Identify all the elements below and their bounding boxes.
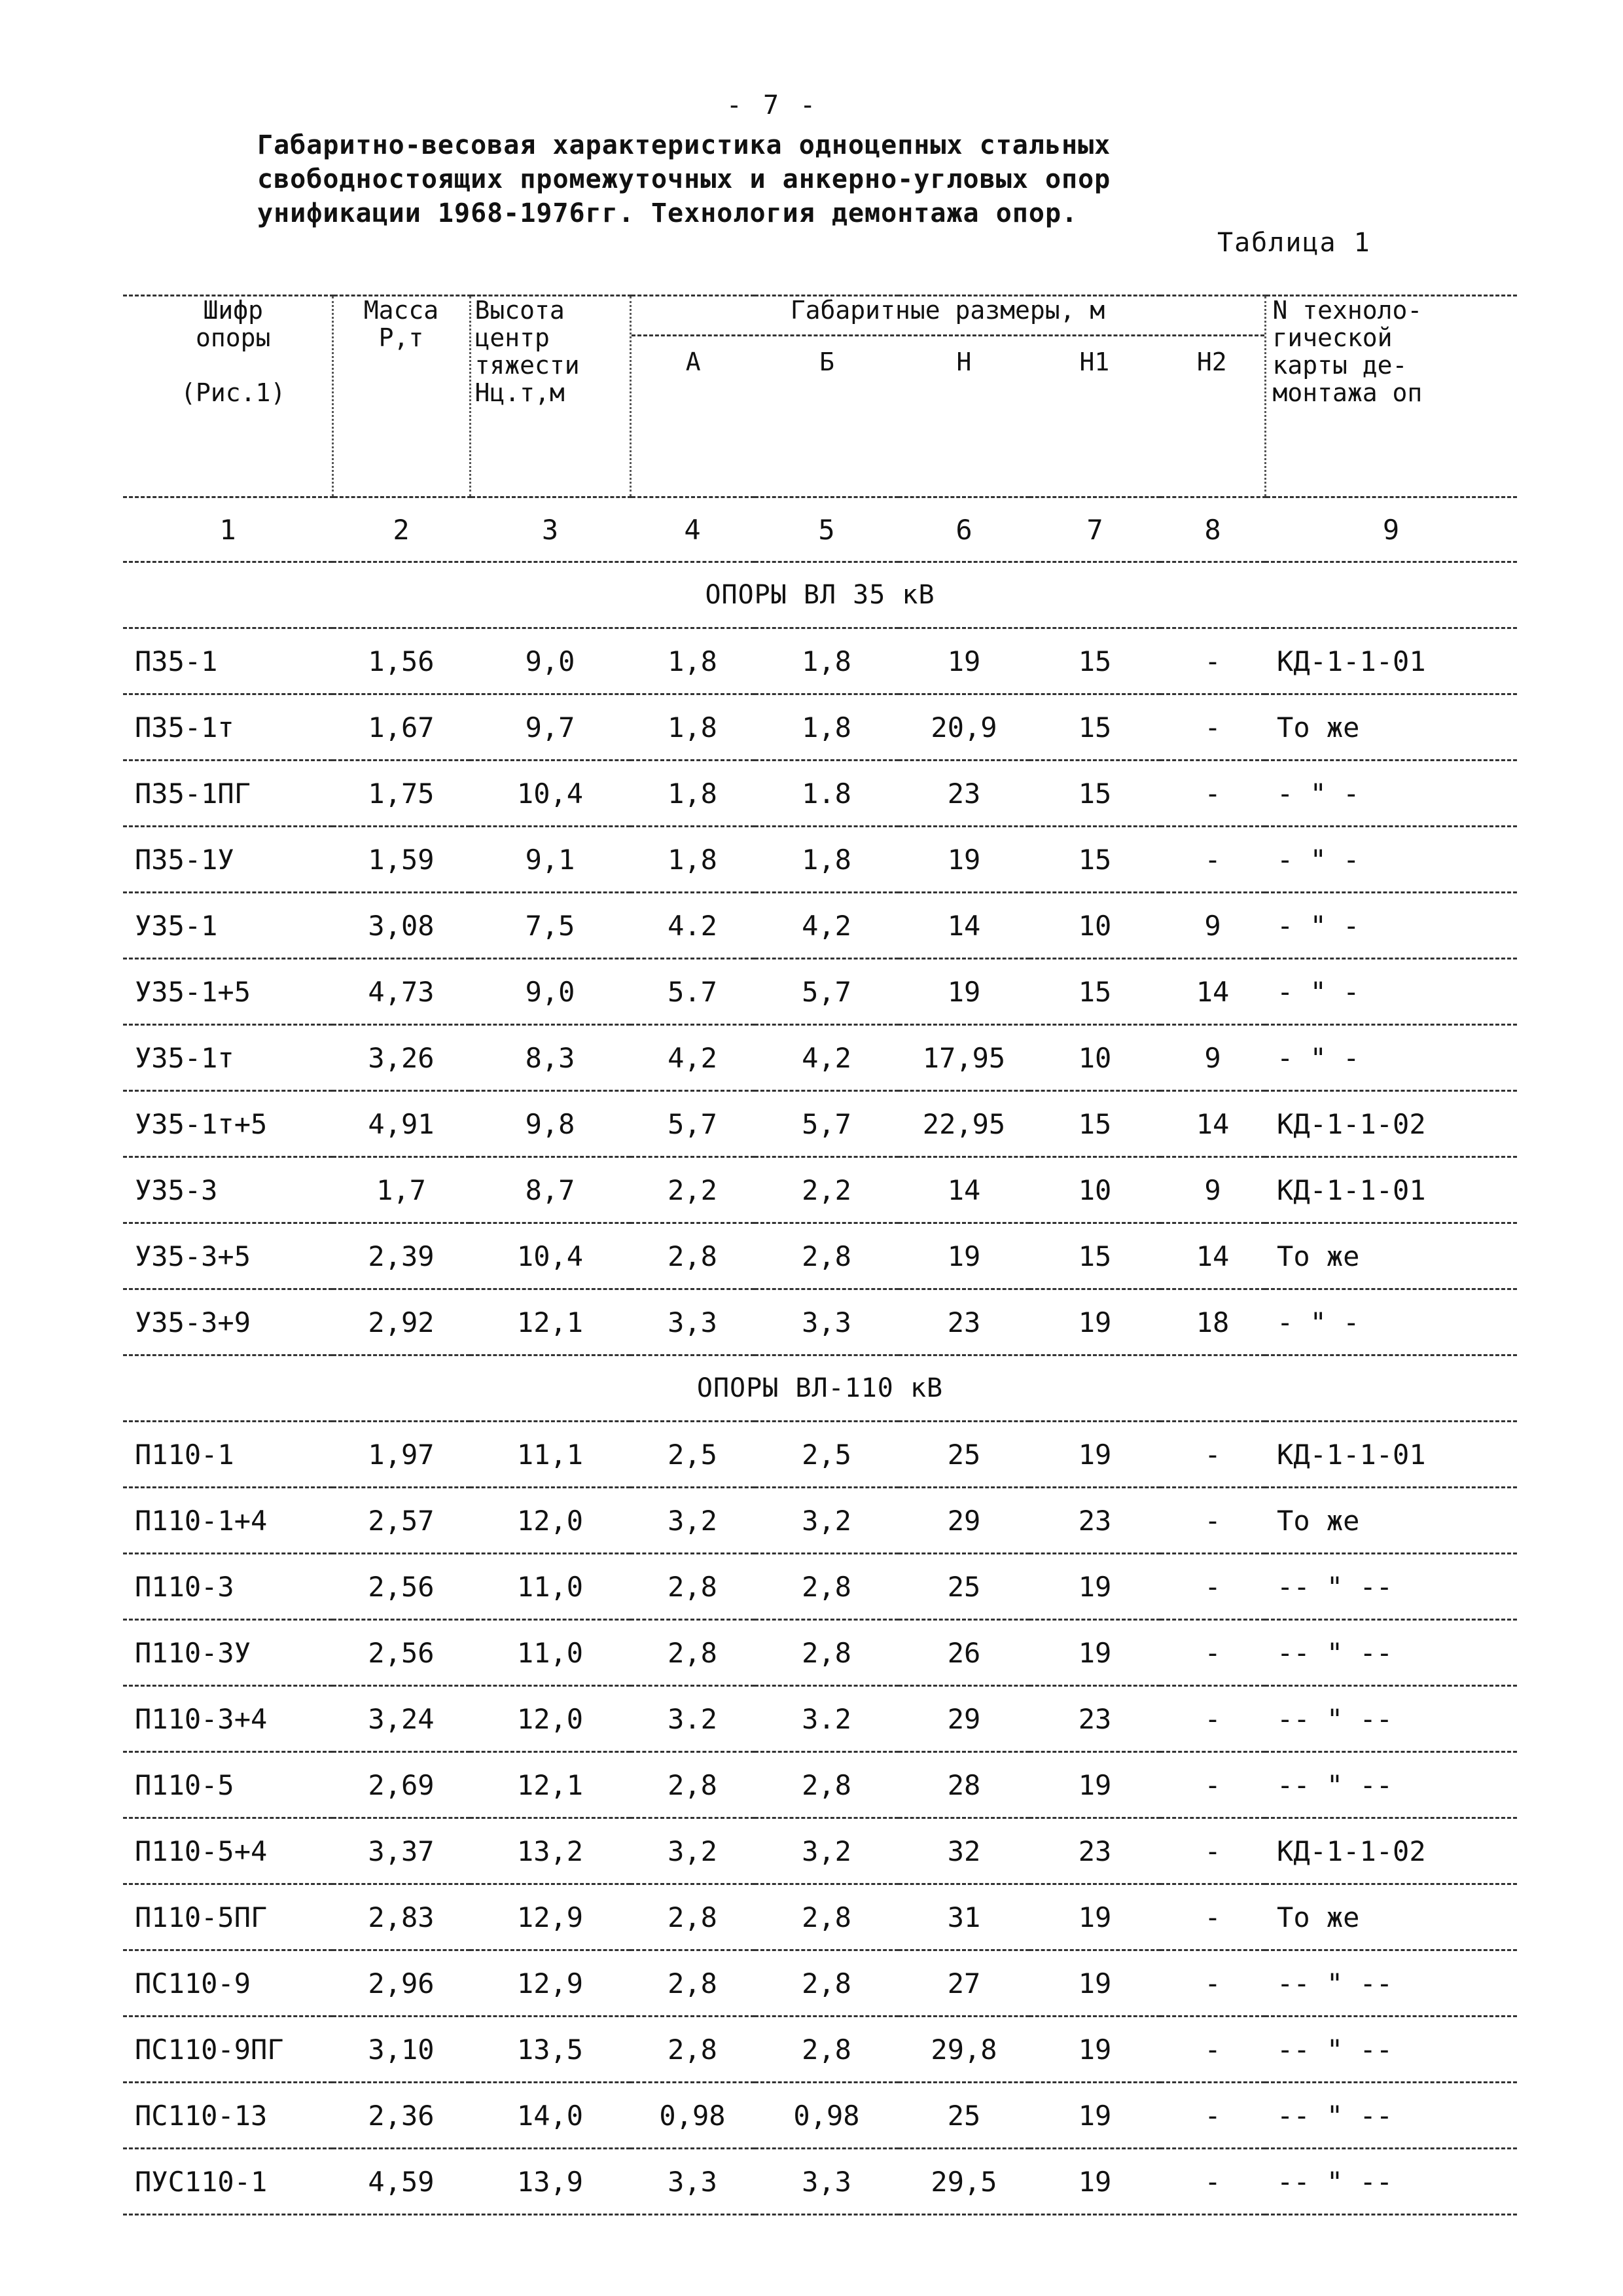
tech-map-cell: То же [1265,1884,1517,1950]
dim-h2-cell: - [1160,694,1265,761]
table-row [123,1488,1517,1554]
support-code-cell: У35-3+5 [123,1223,332,1289]
tech-map-cell: То же [1265,694,1517,761]
mass-cell: 4,73 [332,959,470,1025]
tech-map-cell: То же [1265,1488,1517,1554]
dim-a-cell: 1,8 [630,628,755,694]
dim-a-cell: 2,8 [630,1554,755,1620]
support-code-cell: У35-3 [123,1157,332,1223]
center-height-cell: 13,2 [470,1818,630,1884]
center-height-cell: 9,7 [470,694,630,761]
table-caption: Таблица 1 [1217,228,1371,258]
dim-h-cell: 29,8 [899,2017,1029,2083]
tech-map-cell: -- " -- [1265,1554,1517,1620]
dim-b-cell: 4,2 [755,893,899,959]
center-height-cell: 11,0 [470,1554,630,1620]
dim-h-cell: 22,95 [899,1091,1029,1157]
dim-a-cell: 5,7 [630,1091,755,1157]
support-code-cell: П110-5ПГ [123,1884,332,1950]
support-code-cell: П110-1 [123,1422,332,1488]
support-code-cell: У35-1 [123,893,332,959]
page-number: - 7 - [726,90,819,120]
mass-cell: 2,36 [332,2083,470,2149]
dim-h2-cell: 14 [1160,1223,1265,1289]
dim-h2-cell: - [1160,628,1265,694]
table-row [123,1752,1517,1818]
support-code-cell: П35-1У [123,827,332,893]
mass-cell: 1,97 [332,1422,470,1488]
support-code-cell: У35-3+9 [123,1289,332,1355]
dim-h2-cell: - [1160,2083,1265,2149]
tech-map-cell: КД-1-1-02 [1265,1818,1517,1884]
dim-h2-cell: - [1160,2149,1265,2215]
dim-h-cell: 19 [899,1223,1029,1289]
dim-b-cell: 1,8 [755,827,899,893]
center-height-cell: 12,0 [470,1686,630,1752]
mass-cell: 2,96 [332,1950,470,2017]
table-row [123,1289,1517,1355]
dim-h1-cell: 19 [1029,2149,1160,2215]
dim-h2-cell: - [1160,2017,1265,2083]
dim-h2-cell: - [1160,1422,1265,1488]
mass-cell: 1,75 [332,761,470,827]
column-number: 3 [470,497,630,562]
center-height-cell: 9,0 [470,628,630,694]
dim-h1-cell: 15 [1029,1091,1160,1157]
dim-b-cell: 2,8 [755,2017,899,2083]
section-row [123,562,1517,628]
tech-map-cell: КД-1-1-01 [1265,1422,1517,1488]
dim-h1-cell: 15 [1029,694,1160,761]
header-center-height: Высота центр тяжести Нц.т,м [470,296,630,497]
dim-b-cell: 2,8 [755,1223,899,1289]
center-height-cell: 7,5 [470,893,630,959]
document-title [257,128,1435,230]
tech-map-cell: КД-1-1-01 [1265,1157,1517,1223]
support-code-cell: У35-1т [123,1025,332,1091]
dim-h2-cell: 14 [1160,959,1265,1025]
dim-h1-cell: 15 [1029,1223,1160,1289]
dim-a-cell: 4,2 [630,1025,755,1091]
mass-cell: 3,10 [332,2017,470,2083]
dim-h-cell: 14 [899,893,1029,959]
center-height-cell: 12,1 [470,1752,630,1818]
dim-h1-cell: 19 [1029,1554,1160,1620]
dim-a-cell: 2,8 [630,1223,755,1289]
center-height-cell: 12,9 [470,1884,630,1950]
dim-h2-cell: - [1160,1554,1265,1620]
dim-h1-cell: 10 [1029,1025,1160,1091]
dim-h-cell: 17,95 [899,1025,1029,1091]
dim-a-cell: 1,8 [630,694,755,761]
column-number: 8 [1160,497,1265,562]
center-height-cell: 9,8 [470,1091,630,1157]
dim-b-cell: 3.2 [755,1686,899,1752]
header-a: А [685,348,701,376]
support-code-cell: П110-3+4 [123,1686,332,1752]
mass-cell: 1,56 [332,628,470,694]
section-title: ОПОРЫ ВЛ 35 кВ [123,562,1517,628]
dim-a-cell: 2,8 [630,2017,755,2083]
dim-h2-cell: - [1160,1752,1265,1818]
mass-cell: 4,59 [332,2149,470,2215]
dim-h-cell: 19 [899,628,1029,694]
tech-map-cell: - " - [1265,959,1517,1025]
center-height-cell: 13,5 [470,2017,630,2083]
dim-a-cell: 2,8 [630,1752,755,1818]
center-height-cell: 11,0 [470,1620,630,1686]
table-row [123,1157,1517,1223]
dim-h-cell: 23 [899,761,1029,827]
dim-h-cell: 20,9 [899,694,1029,761]
support-code-cell: П35-1 [123,628,332,694]
support-code-cell: П110-3 [123,1554,332,1620]
header-map-number: N техноло- гической карты де- монтажа оп [1265,296,1517,497]
dim-a-cell: 0,98 [630,2083,755,2149]
table-row [123,694,1517,761]
tech-map-cell: - " - [1265,827,1517,893]
table-row [123,827,1517,893]
header-dimensions [630,296,1265,497]
dim-h1-cell: 19 [1029,1620,1160,1686]
center-height-cell: 12,9 [470,1950,630,2017]
dim-b-cell: 5,7 [755,959,899,1025]
support-code-cell: ПС110-9 [123,1950,332,2017]
tech-map-cell: -- " -- [1265,1686,1517,1752]
support-code-cell: ПС110-13 [123,2083,332,2149]
dim-h1-cell: 19 [1029,1422,1160,1488]
dim-b-cell: 3,3 [755,1289,899,1355]
dim-a-cell: 1,8 [630,761,755,827]
dim-b-cell: 2,2 [755,1157,899,1223]
support-code-cell: ПС110-9ПГ [123,2017,332,2083]
dim-h2-cell: 18 [1160,1289,1265,1355]
center-height-cell: 13,9 [470,2149,630,2215]
dim-h2-cell: 9 [1160,893,1265,959]
tech-map-cell: - " - [1265,1289,1517,1355]
dim-h2-cell: - [1160,1488,1265,1554]
dim-h-cell: 14 [899,1157,1029,1223]
dim-h2-cell: 9 [1160,1157,1265,1223]
table-row [123,1686,1517,1752]
mass-cell: 3,24 [332,1686,470,1752]
mass-cell: 3,08 [332,893,470,959]
center-height-cell: 9,0 [470,959,630,1025]
dim-h-cell: 28 [899,1752,1029,1818]
column-number-row [123,497,1517,562]
mass-cell: 3,26 [332,1025,470,1091]
dim-b-cell: 2,8 [755,1554,899,1620]
center-height-cell: 8,3 [470,1025,630,1091]
dim-a-cell: 2,8 [630,1884,755,1950]
dim-h1-cell: 19 [1029,2083,1160,2149]
tech-map-cell: -- " -- [1265,2083,1517,2149]
dim-h1-cell: 10 [1029,1157,1160,1223]
dim-h-cell: 26 [899,1620,1029,1686]
dim-h2-cell: - [1160,827,1265,893]
dim-a-cell: 3.2 [630,1686,755,1752]
dim-b-cell: 1.8 [755,761,899,827]
dim-h2-cell: - [1160,1818,1265,1884]
dim-h-cell: 23 [899,1289,1029,1355]
table-row [123,1422,1517,1488]
support-code-cell: П110-3У [123,1620,332,1686]
dim-h2-cell: - [1160,1620,1265,1686]
dim-h1-cell: 15 [1029,761,1160,827]
header-b: Б [819,348,835,376]
dim-b-cell: 1,8 [755,628,899,694]
tech-map-cell: -- " -- [1265,1752,1517,1818]
dim-b-cell: 2,8 [755,1752,899,1818]
dim-a-cell: 5.7 [630,959,755,1025]
table-row [123,1620,1517,1686]
center-height-cell: 14,0 [470,2083,630,2149]
column-number: 7 [1029,497,1160,562]
dim-h1-cell: 19 [1029,1752,1160,1818]
column-number: 9 [1265,497,1517,562]
table-row [123,1884,1517,1950]
header-h: Н [956,348,972,376]
dim-b-cell: 3,2 [755,1818,899,1884]
table-row [123,1223,1517,1289]
dim-a-cell: 2,8 [630,1950,755,2017]
dim-h2-cell: - [1160,1884,1265,1950]
center-height-cell: 10,4 [470,761,630,827]
mass-cell: 1,67 [332,694,470,761]
center-height-cell: 11,1 [470,1422,630,1488]
dim-h1-cell: 10 [1029,893,1160,959]
dim-h1-cell: 19 [1029,2017,1160,2083]
dim-h1-cell: 23 [1029,1686,1160,1752]
table-row [123,1818,1517,1884]
dim-h-cell: 27 [899,1950,1029,2017]
dim-a-cell: 3,3 [630,2149,755,2215]
column-number: 6 [899,497,1029,562]
mass-cell: 2,83 [332,1884,470,1950]
header-h1: Н1 [1079,348,1110,376]
dim-b-cell: 2,8 [755,1950,899,2017]
support-code-cell: П110-5 [123,1752,332,1818]
table-row [123,628,1517,694]
column-number: 1 [123,497,332,562]
header-mass: Масса Р,т [332,296,470,497]
dim-a-cell: 3,2 [630,1818,755,1884]
support-code-cell: У35-1т+5 [123,1091,332,1157]
dim-b-cell: 3,2 [755,1488,899,1554]
dim-b-cell: 5,7 [755,1091,899,1157]
dim-h1-cell: 19 [1029,1950,1160,2017]
center-height-cell: 9,1 [470,827,630,893]
center-height-cell: 12,0 [470,1488,630,1554]
dim-h2-cell: - [1160,1686,1265,1752]
mass-cell: 2,56 [332,1620,470,1686]
table-row [123,1554,1517,1620]
tech-map-cell: - " - [1265,893,1517,959]
mass-cell: 2,92 [332,1289,470,1355]
title-line: свободностоящих промежуточных и анкерно-угловых опор [257,164,1111,194]
header-code: Шифр опоры (Рис.1) [123,296,332,497]
dim-h1-cell: 15 [1029,628,1160,694]
support-code-cell: П35-1ПГ [123,761,332,827]
header-row [123,296,1517,497]
dim-h1-cell: 15 [1029,959,1160,1025]
dim-a-cell: 4.2 [630,893,755,959]
mass-cell: 2,56 [332,1554,470,1620]
specs-table [123,295,1517,2215]
header-h2: Н2 [1196,348,1227,376]
mass-cell: 4,91 [332,1091,470,1157]
dim-a-cell: 3,2 [630,1488,755,1554]
title-line: унификации 1968-1976гг. Технология демонтажа опор. [257,198,1079,228]
table-row [123,2149,1517,2215]
support-code-cell: У35-1+5 [123,959,332,1025]
support-code-cell: ПУС110-1 [123,2149,332,2215]
section-title: ОПОРЫ ВЛ-110 кВ [123,1355,1517,1422]
table-row [123,2017,1517,2083]
mass-cell: 3,37 [332,1818,470,1884]
center-height-cell: 12,1 [470,1289,630,1355]
dim-h-cell: 32 [899,1818,1029,1884]
dim-b-cell: 2,8 [755,1884,899,1950]
dim-h2-cell: 14 [1160,1091,1265,1157]
dim-h-cell: 25 [899,1554,1029,1620]
table-row [123,761,1517,827]
mass-cell: 2,69 [332,1752,470,1818]
dim-h1-cell: 15 [1029,827,1160,893]
title-line: Габаритно-весовая характеристика одноцепных стальных [257,130,1111,160]
dim-h-cell: 19 [899,827,1029,893]
dim-h-cell: 25 [899,2083,1029,2149]
dim-b-cell: 2,8 [755,1620,899,1686]
dim-h-cell: 29 [899,1488,1029,1554]
tech-map-cell: -- " -- [1265,1950,1517,2017]
support-code-cell: П110-1+4 [123,1488,332,1554]
column-number: 5 [755,497,899,562]
dim-h2-cell: 9 [1160,1025,1265,1091]
dim-h-cell: 29,5 [899,2149,1029,2215]
section-row [123,1355,1517,1422]
dim-b-cell: 4,2 [755,1025,899,1091]
center-height-cell: 10,4 [470,1223,630,1289]
dim-b-cell: 0,98 [755,2083,899,2149]
dim-h-cell: 19 [899,959,1029,1025]
tech-map-cell: То же [1265,1223,1517,1289]
tech-map-cell: -- " -- [1265,1620,1517,1686]
table-row [123,959,1517,1025]
dim-a-cell: 3,3 [630,1289,755,1355]
tech-map-cell: -- " -- [1265,2017,1517,2083]
mass-cell: 2,39 [332,1223,470,1289]
dim-a-cell: 1,8 [630,827,755,893]
dim-h1-cell: 19 [1029,1289,1160,1355]
tech-map-cell: КД-1-1-02 [1265,1091,1517,1157]
dim-b-cell: 3,3 [755,2149,899,2215]
table-row [123,1950,1517,2017]
dim-h2-cell: - [1160,761,1265,827]
dim-b-cell: 1,8 [755,694,899,761]
table-row [123,2083,1517,2149]
dim-h-cell: 31 [899,1884,1029,1950]
dim-h-cell: 25 [899,1422,1029,1488]
support-code-cell: П110-5+4 [123,1818,332,1884]
mass-cell: 1,59 [332,827,470,893]
tech-map-cell: - " - [1265,1025,1517,1091]
dim-h-cell: 29 [899,1686,1029,1752]
dim-h1-cell: 23 [1029,1818,1160,1884]
table-row [123,893,1517,959]
header-dims-title: Габаритные размеры, м [632,296,1264,336]
dim-b-cell: 2,5 [755,1422,899,1488]
table-row [123,1091,1517,1157]
dim-h2-cell: - [1160,1950,1265,2017]
dim-a-cell: 2,2 [630,1157,755,1223]
dim-a-cell: 2,5 [630,1422,755,1488]
column-number: 2 [332,497,470,562]
dim-h1-cell: 23 [1029,1488,1160,1554]
tech-map-cell: -- " -- [1265,2149,1517,2215]
support-code-cell: П35-1т [123,694,332,761]
table-row [123,1025,1517,1091]
dim-a-cell: 2,8 [630,1620,755,1686]
column-number: 4 [630,497,755,562]
center-height-cell: 8,7 [470,1157,630,1223]
mass-cell: 2,57 [332,1488,470,1554]
tech-map-cell: - " - [1265,761,1517,827]
tech-map-cell: КД-1-1-01 [1265,628,1517,694]
mass-cell: 1,7 [332,1157,470,1223]
dim-h1-cell: 19 [1029,1884,1160,1950]
